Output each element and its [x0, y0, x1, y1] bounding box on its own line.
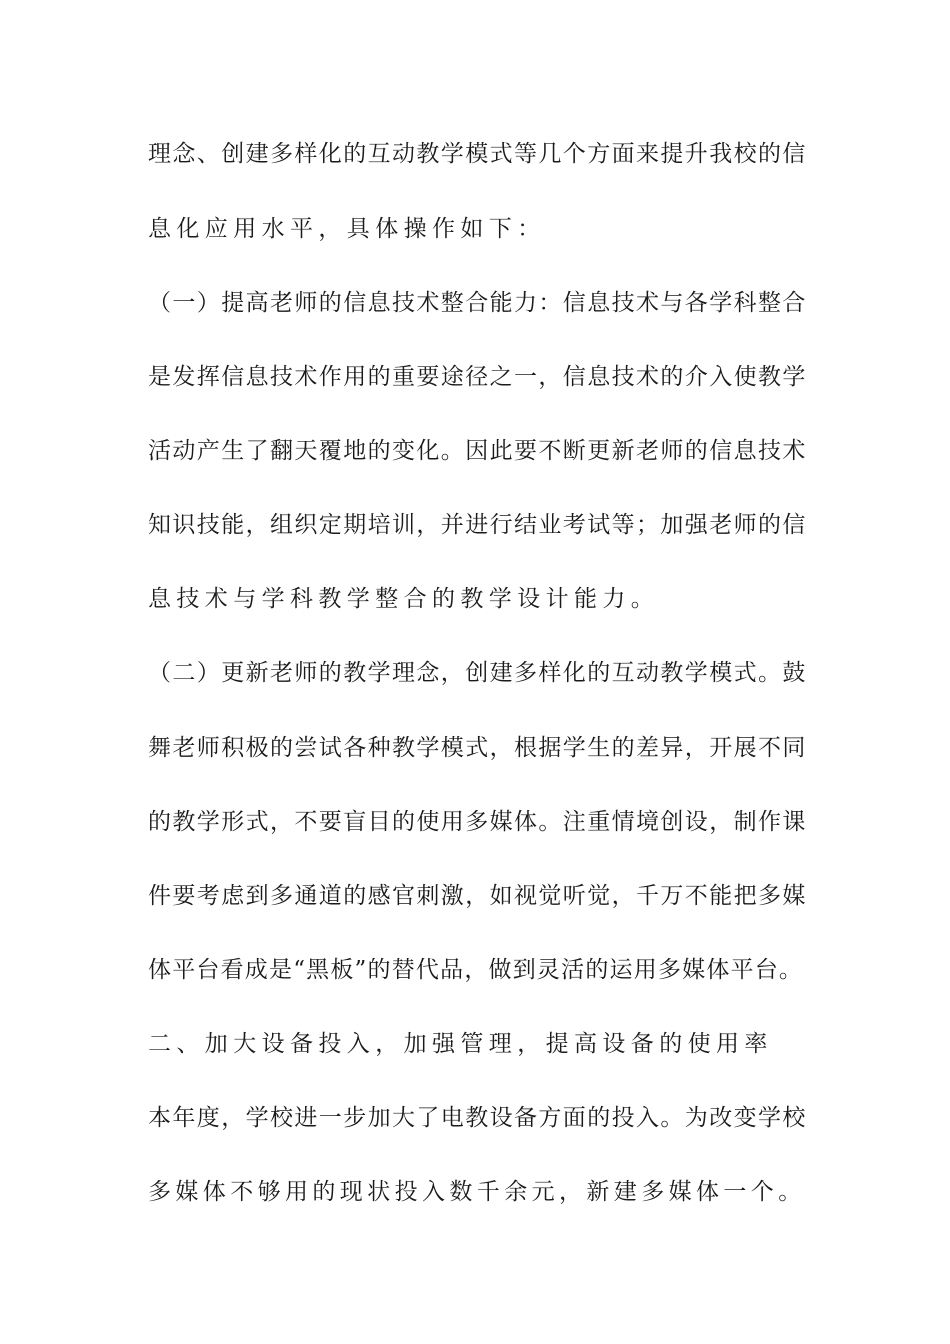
paragraph-line: 息技术与学科教学整合的教学设计能力。 — [148, 586, 660, 612]
paragraph-line: 件要考虑到多通道的感官刺激，如视觉听觉，千万不能把多媒 — [148, 883, 807, 909]
paragraph-line: 理念、创建多样化的互动教学模式等几个方面来提升我校的信 — [148, 141, 807, 167]
paragraph-line: 活动产生了翻天覆地的变化。因此要不断更新老师的信息技术 — [148, 438, 807, 464]
paragraph-line: 知识技能，组织定期培训，并进行结业考试等；加强老师的信 — [148, 512, 807, 538]
paragraph-line: 多媒体不够用的现状投入数千余元，新建多媒体一个。 — [148, 1179, 806, 1205]
paragraph-line: 体平台看成是“黑板”的替代品，做到灵活的运用多媒体平台。 — [148, 957, 804, 983]
paragraph-line: （一）提高老师的信息技术整合能力：信息技术与各学科整合 — [148, 290, 807, 316]
section-heading: 二、加大设备投入，加强管理，提高设备的使用率 — [148, 1031, 773, 1057]
paragraph-line: 本年度，学校进一步加大了电教设备方面的投入。为改变学校 — [148, 1105, 807, 1131]
paragraph-line: （二）更新老师的教学理念，创建多样化的互动教学模式。鼓 — [148, 660, 807, 686]
paragraph-line: 的教学形式，不要盲目的使用多媒体。注重情境创设，制作课 — [148, 809, 807, 835]
paragraph-line: 舞老师积极的尝试各种教学模式，根据学生的差异，开展不同 — [148, 735, 807, 761]
paragraph-line: 息化应用水平，具体操作如下： — [148, 216, 546, 242]
paragraph-line: 是发挥信息技术作用的重要途径之一，信息技术的介入使教学 — [148, 364, 807, 390]
